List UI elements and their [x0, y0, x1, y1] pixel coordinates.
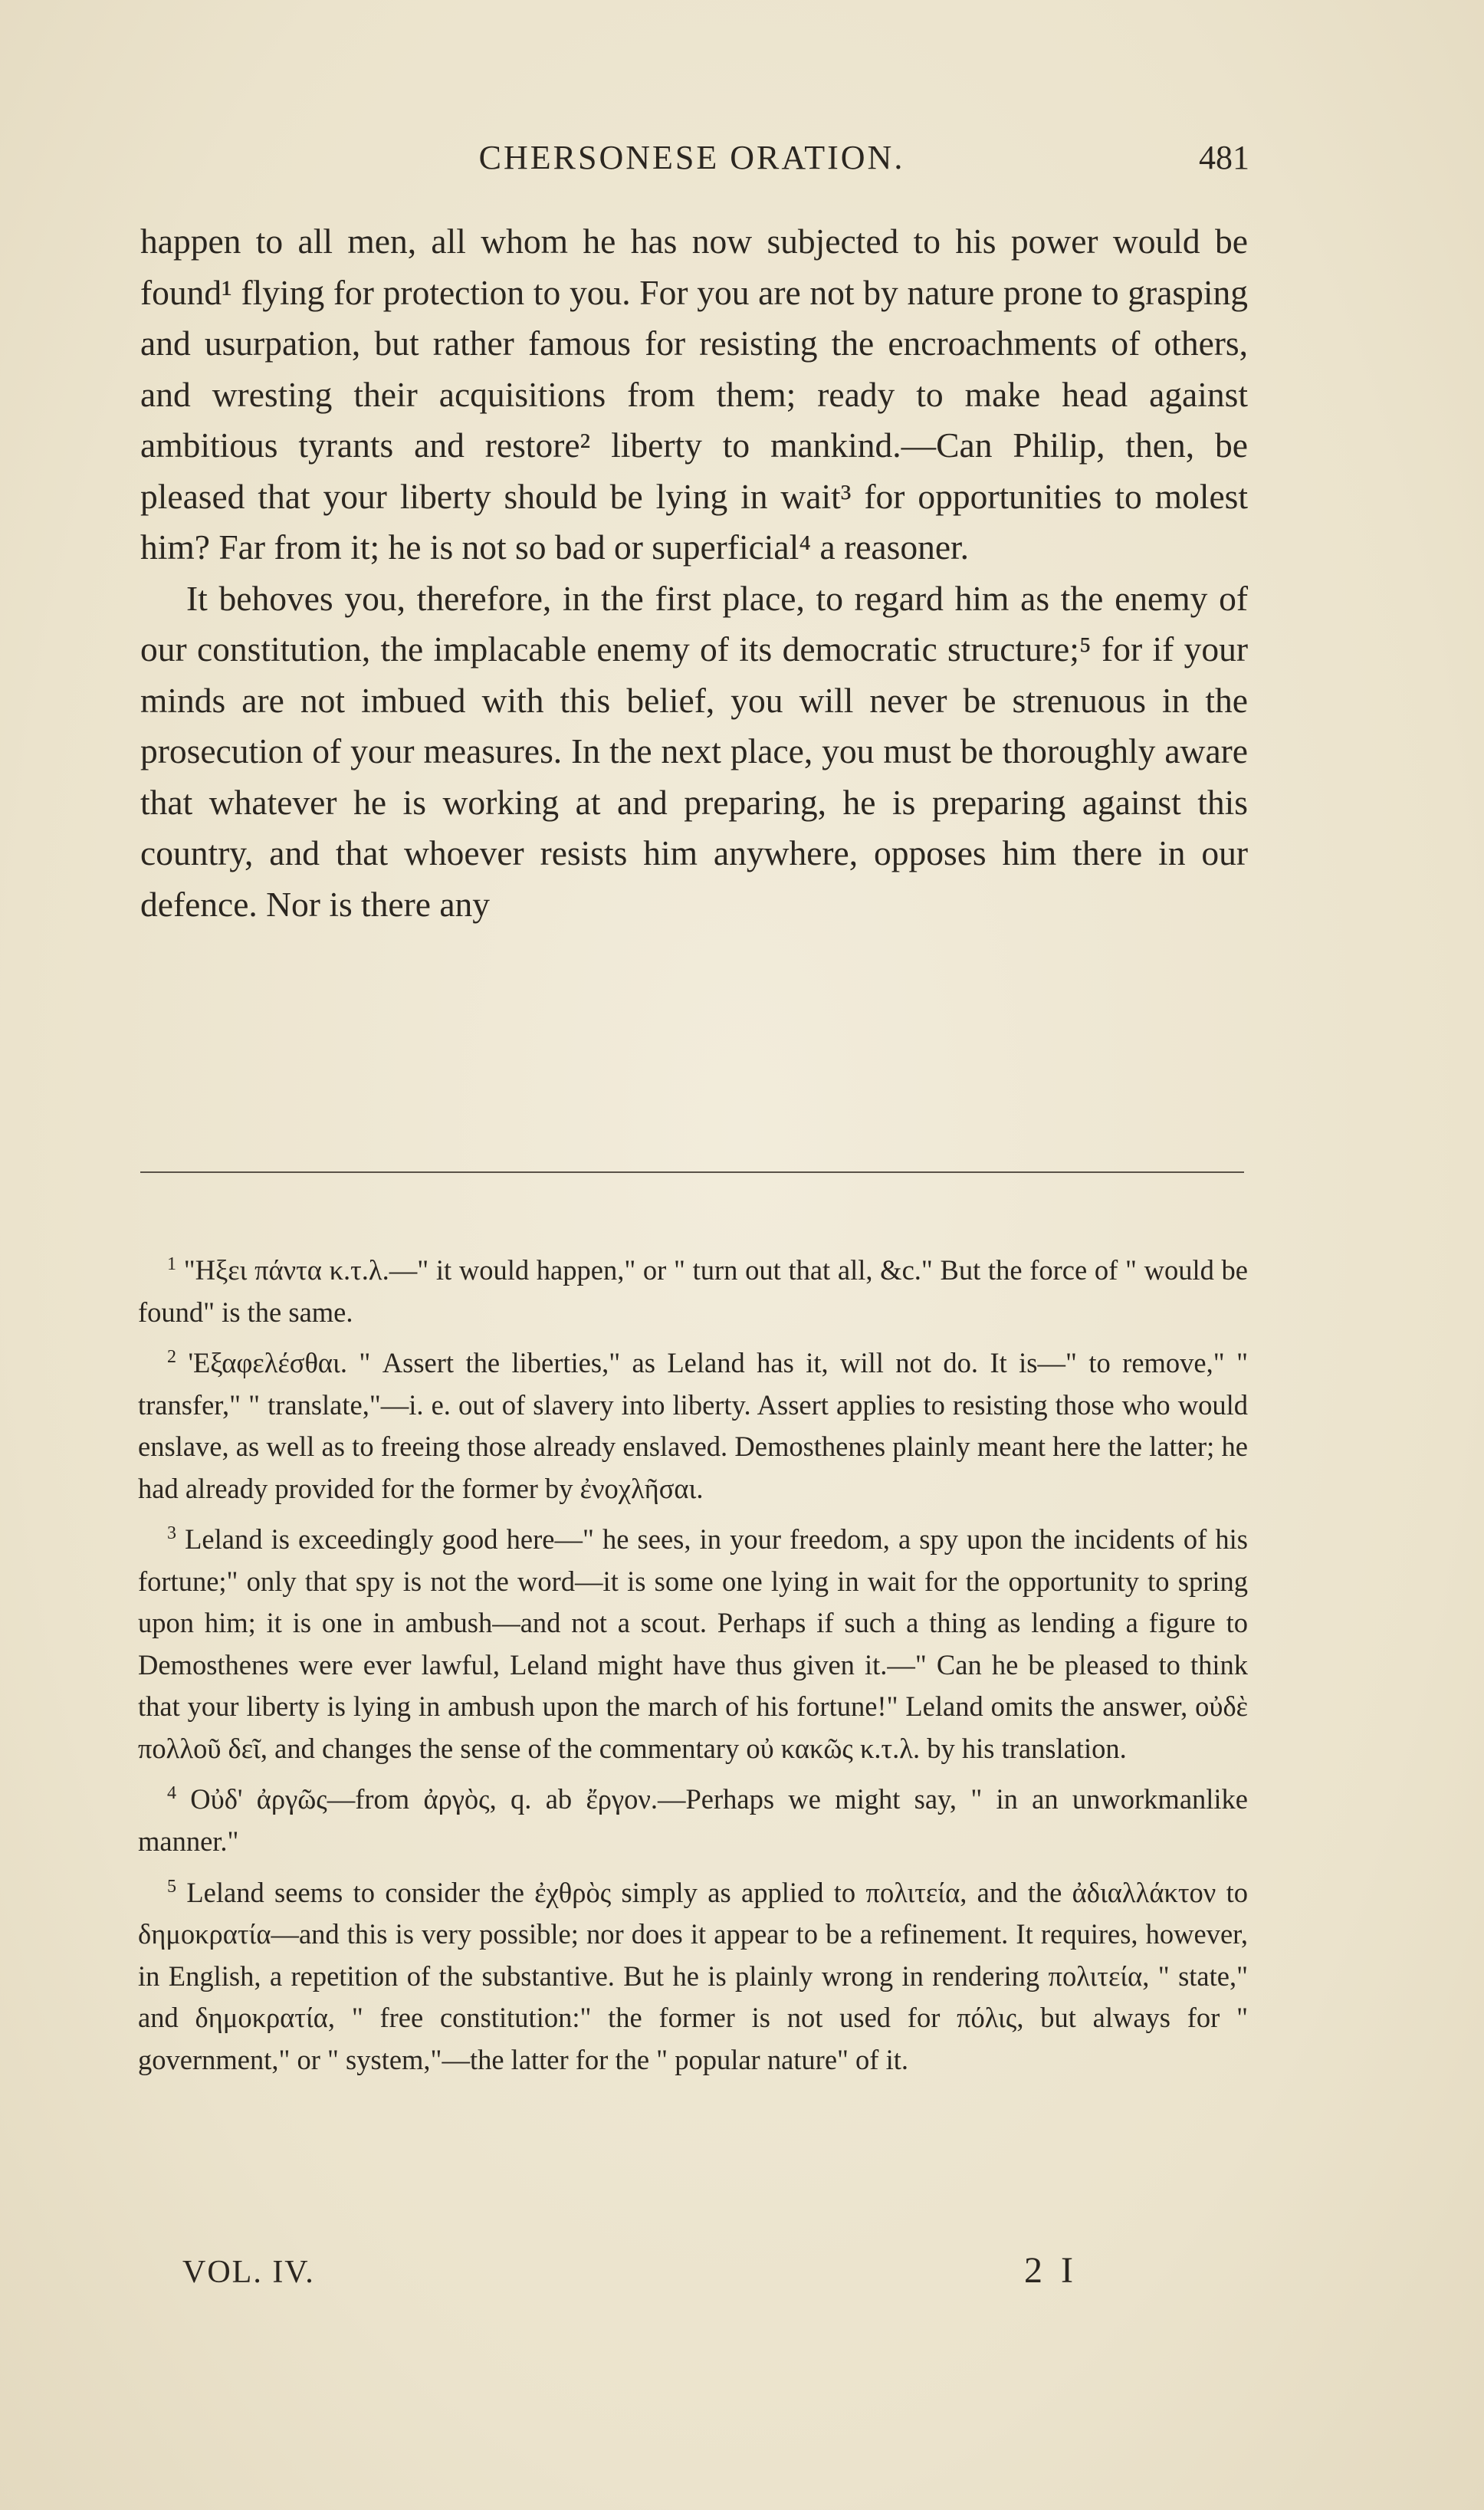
footnote-number: 2 [167, 1347, 176, 1368]
footnote-number: 5 [167, 1876, 176, 1897]
signature-mark: 2 I [1024, 2250, 1078, 2291]
footnote-text: Οὐδ' ἀργῶς—from ἀργὸς, q. ab ἔργον.—Perhaps we might say, " in an unworkmanlike manner." [138, 1783, 1249, 1858]
footnote [138, 1244, 1248, 1333]
footnote-text: Leland is exceedingly good here—" he sees, in your freedom, a spy upon the incidents of his fortune;" only that spy is not the word—it is some one lying in wait for the opportunity to spring upon him; it is one in ambush—and not a scout. Perhaps if such a thing as lending a figure to Demosthenes were ever lawful, Leland might have thus given it.—" Can he be pleased to think that your liberty is lying in ambush upon the march of his fortune!" Leland omits the answer, οὐδὲ πολλοῦ δεῖ, and changes the sense of the commentary οὐ κακῶς κ.τ.λ. by his translation. [138, 1523, 1248, 1764]
running-title: CHERSONESE ORATION. [478, 139, 905, 176]
footnote-text: 'Εξαφελέσθαι. " Assert the liberties," as Leland has it, will not do. It is—" to remove," " transfer," " translate,"—i. e. out of slavery into liberty. Assert applies to resisting those who would enslave, as well as to freeing those already enslaved. Demosthenes plainly meant here the latter; he had already provided for the former by ἐνοχλῆσαι. [138, 1347, 1248, 1504]
page-number: 481 [1199, 139, 1249, 176]
paragraph: It behoves you, therefore, in the first place, to regard him as the enemy of our constitution, the implacable enemy of its democratic structure;⁵ for if your minds are not imbued with this belief, you will never be strenuous in the prosecution of your measures. In the next place, you must be thoroughly aware that whatever he is working at and preparing, he is preparing against this country, and that whoever resists him anywhere, opposes him there in our defence. Nor is there any [140, 578, 1248, 924]
running-head [134, 132, 1249, 186]
footnotes [138, 1244, 1248, 2084]
main-text [140, 216, 1248, 930]
footnote-divider [140, 1171, 1244, 1173]
footnote-number: 1 [167, 1254, 176, 1274]
footnote-number: 3 [167, 1523, 176, 1544]
paragraph: happen to all men, all whom he has now subjected to his power would be found¹ flying for protection to you. For you are not by nature prone to grasping and usurpation, but rather famous for resisting the encroachments of others, and wresting their acquisitions from them; ready to make head against ambitious tyrants and restore² liberty to mankind.—Can Philip, then, be pleased that your liberty should be lying in wait³ for opportunities to molest him? Far from it; he is not so bad or superficial⁴ a reasoner. [140, 222, 1248, 567]
footnote-text: "Ηξει πάντα κ.τ.λ.—" it would happen," or " turn out that all, &c." But the force of " would be found" is the same. [138, 1254, 1248, 1328]
footnote [138, 1866, 1248, 2081]
footnote [138, 1336, 1248, 1510]
footnote-number: 4 [167, 1783, 176, 1804]
footnote-text: Leland seems to consider the ἐχθρὸς simply as applied to πολιτεία, and the ἀδιαλλάκτον to δημοκρατία—and this is very possible; nor does it appear to be a refinement. It requires, however, in English, a repetition of the substantive. But he is plainly wrong in rendering πολιτεία, " state," and δημοκρατία, " free constitution:" the former is not used for πόλις, but always for " government," or " system,"—the latter for the " popular nature" of it. [138, 1876, 1248, 2075]
footnote [138, 1772, 1248, 1862]
volume-label: VOL. IV. [182, 2255, 315, 2290]
footnote [138, 1513, 1248, 1769]
